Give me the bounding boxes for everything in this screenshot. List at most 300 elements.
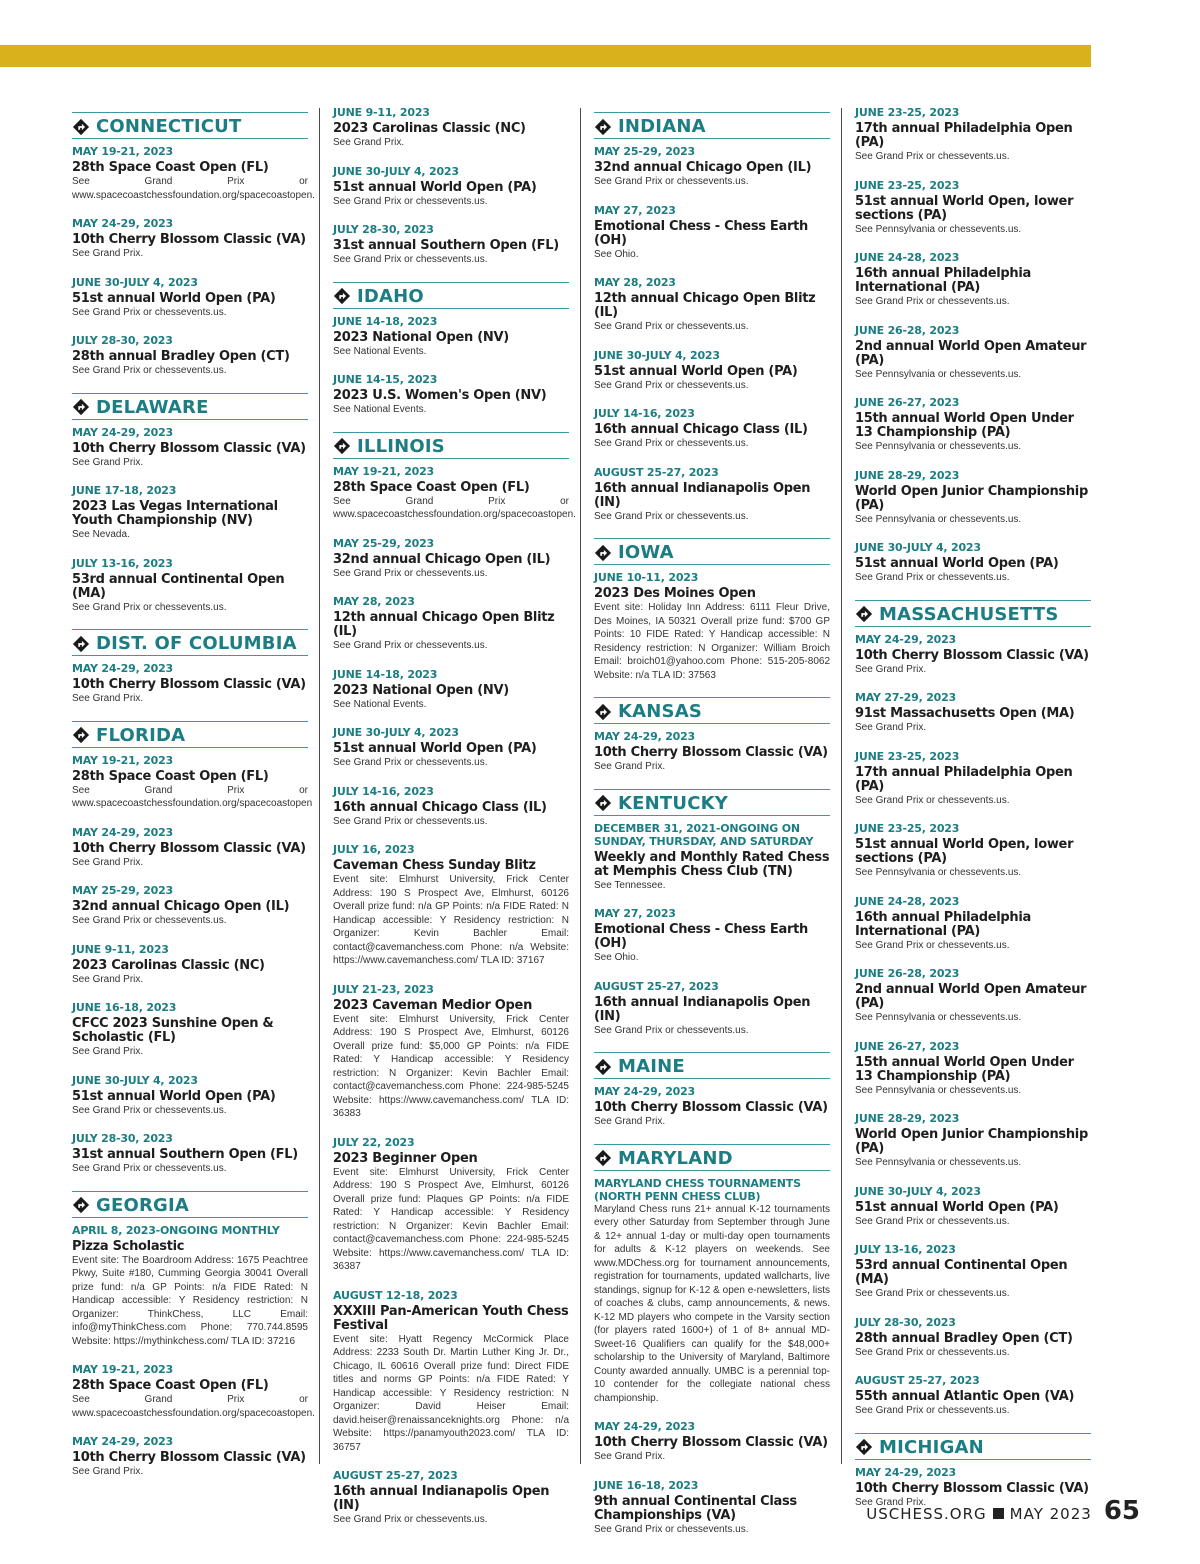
event-title: 2nd annual World Open Amateur (PA) <box>855 982 1087 1011</box>
event-date: JUNE 17-18, 2023 <box>72 484 177 497</box>
event-listing <box>594 907 830 965</box>
diamond-arrow-icon <box>72 726 90 744</box>
event-details: See Grand Prix or www.spacecoastchessfoundation.org/spacecoastopen. <box>72 176 315 201</box>
event-details: See Grand Prix or chessevents.us. <box>855 572 1010 583</box>
event-details: See Grand Prix or chessevents.us. <box>72 915 227 926</box>
event-title: 28th Space Coast Open (FL) <box>72 160 269 175</box>
event-title: 10th Cherry Blossom Classic (VA) <box>72 1450 306 1465</box>
event-date: JUNE 26-27, 2023 <box>855 1039 960 1053</box>
event-listing <box>72 145 315 202</box>
event-listing <box>594 1177 830 1406</box>
event-title: Pizza Scholastic <box>72 1238 185 1254</box>
event-listing <box>855 1040 1091 1098</box>
event-listing <box>855 469 1091 527</box>
event-details: See Grand Prix or chessevents.us. <box>333 254 488 265</box>
event-date: MAY 24-29, 2023 <box>594 730 696 743</box>
event-details: Event site: Elmhurst University, Frick Center Address: 190 S Prospect Ave, Elmhurst, 60126 Overall prize fund: n/a GP Points: n/a FIDE Rated: N Handicap accessible: Y Residency restriction: N Organizer: Kevin Bachler Email: contact@cavemanchess.com Phone: n/a Website: https://www.cavemanchess.com/ TLA ID: 37167 <box>333 874 569 966</box>
event-details: See Grand Prix. <box>72 1466 144 1477</box>
event-listing <box>855 1112 1091 1170</box>
event-date: JULY 13-16, 2023 <box>855 1243 956 1256</box>
event-details: See Grand Prix or chessevents.us. <box>855 296 1010 307</box>
event-title: 16th annual Philadelphia International (PA) <box>855 266 1032 295</box>
event-listing <box>72 276 308 320</box>
event-details: See Grand Prix or chessevents.us. <box>333 640 488 651</box>
event-date: MAY 24-29, 2023 <box>594 1085 696 1098</box>
state-header <box>72 1191 308 1218</box>
column-2 <box>333 106 576 1542</box>
event-date: MAY 19-21, 2023 <box>333 464 435 478</box>
event-details: See Grand Prix. <box>72 1046 144 1057</box>
diamond-arrow-icon <box>72 1196 90 1214</box>
state-name: GEORGIA <box>96 1194 190 1216</box>
event-listing <box>333 537 569 581</box>
event-title: 10th Cherry Blossom Classic (VA) <box>72 840 306 856</box>
state-name: MICHIGAN <box>879 1436 984 1458</box>
event-details: See Grand Prix. <box>855 663 927 675</box>
diamond-arrow-icon <box>72 398 90 416</box>
state-header <box>333 432 569 459</box>
event-date: AUGUST 25-27, 2023 <box>594 979 719 993</box>
event-title: 16th annual Indianapolis Open (IN) <box>333 1484 550 1513</box>
event-listing <box>72 1132 308 1176</box>
event-date: JUNE 16-18, 2023 <box>594 1478 699 1492</box>
event-details: Maryland Chess runs 21+ annual K-12 tournaments every other Saturday from September through June & 12+ annual 1-day or multi-day open tournaments for adults & K-12 players on weekends. See www.MDChess.org for tournament announcements, registration for tournaments, updated wallcharts, live standings, signup for K-12 & open e-newsletters, lists of coaches & clubs, camp announcements, & news. K-12 MD players who compete in the Varsity section (for players rated 1600+) of 1 of 8+ annual MD-Sweet-16 Qualifiers can qualify for the $48,000+ scholarship to the University of Maryland, Baltimore County awarded annually. UMBC is a perennial top-10 contender for the collegiate national chess championship. <box>594 1203 830 1404</box>
event-title: 16th annual Indianapolis Open (IN) <box>594 994 811 1024</box>
event-title: Emotional Chess - Chess Earth (OH) <box>594 922 808 951</box>
event-listing <box>855 1243 1091 1301</box>
column-divider <box>580 108 581 1464</box>
event-listing <box>72 217 308 261</box>
event-listing <box>72 753 313 811</box>
event-details: See Grand Prix. <box>855 722 927 733</box>
event-date: JUNE 30-JULY 4, 2023 <box>855 1184 981 1198</box>
event-listing <box>333 668 569 712</box>
state-header <box>855 600 1091 627</box>
event-listing <box>72 884 308 928</box>
state-header <box>594 538 830 565</box>
event-date: MARYLAND CHESS TOURNAMENTS (NORTH PENN CHESS CLUB) <box>594 1176 801 1203</box>
event-date: MAY 24-29, 2023 <box>594 1420 696 1433</box>
event-date: JULY 28-30, 2023 <box>72 1132 173 1145</box>
event-details: See Grand Prix or www.spacecoastchessfoundation.org/spacecoastopen <box>72 784 313 809</box>
event-title: 53rd annual Continental Open (MA) <box>72 571 285 601</box>
event-details: See Grand Prix. <box>594 1116 666 1127</box>
diamond-arrow-icon <box>855 605 873 623</box>
event-title: 51st annual World Open (PA) <box>72 290 276 306</box>
diamond-arrow-icon <box>72 635 90 653</box>
event-details: See Grand Prix or chessevents.us. <box>855 1288 1010 1299</box>
event-title: 51st annual World Open (PA) <box>594 363 798 379</box>
event-listing <box>333 106 569 150</box>
event-title: 32nd annual Chicago Open (IL) <box>594 160 812 175</box>
event-title: 2023 National Open (NV) <box>333 329 509 345</box>
page-number: 65 <box>1103 1496 1140 1526</box>
state-header <box>72 629 308 656</box>
event-date: MAY 19-21, 2023 <box>72 753 174 767</box>
event-title: Weekly and Monthly Rated Chess at Memphis Chess Club (TN) <box>594 849 830 879</box>
event-listing <box>594 822 830 893</box>
event-listing <box>855 633 1091 677</box>
event-date: JULY 28-30, 2023 <box>72 334 173 347</box>
event-listing <box>594 1085 830 1129</box>
column-1 <box>72 106 315 1494</box>
event-details: See Pennsylvania or chessevents.us. <box>855 867 1022 878</box>
event-details: See Grand Prix or chessevents.us. <box>855 1405 1010 1416</box>
event-details: Event site: Holiday Inn Address: 6111 Fleur Drive, Des Moines, IA 50321 Overall prize fund: $700 GP Points: 10 FIDE Rated: Y Handicap accessible: N Residency restriction: N Organizer: William Broich Email: broich01@yahoo.com Phone: 515-205-8062 Website: n/a TLA ID: 37563 <box>594 602 830 681</box>
event-details: See Grand Prix or chessevents.us. <box>333 1514 488 1525</box>
event-date: JULY 21-23, 2023 <box>333 982 434 996</box>
event-title: 2023 U.S. Women's Open (NV) <box>333 388 547 403</box>
event-listing <box>855 750 1091 808</box>
event-details: See Grand Prix or chessevents.us. <box>72 1163 227 1174</box>
event-date: JUNE 9-11, 2023 <box>333 106 430 119</box>
event-date: MAY 24-29, 2023 <box>72 825 174 839</box>
event-date: MAY 28, 2023 <box>333 595 415 608</box>
event-listing <box>855 822 1091 880</box>
event-title: 10th Cherry Blossom Classic (VA) <box>594 1435 828 1450</box>
event-date: MAY 25-29, 2023 <box>333 536 435 550</box>
event-listing <box>333 165 569 209</box>
diamond-arrow-icon <box>594 794 612 812</box>
event-details: Event site: Hyatt Regency McCormick Place Address: 2233 South Dr. Martin Luther King Jr. Dr., Chicago, IL 60616 Overall prize fund: Direct FIDE titles and norms GP Points: n/a FIDE Rated: Y Handicap accessible: Y Residency restriction: N Organizer: David Heiser Email: david.heiser@renaissanceknights.org Phone: n/a Website: https://panamyouth2023.com/ TLA ID: 36757 <box>333 1333 569 1453</box>
event-title: 2023 Caveman Medior Open <box>333 997 533 1013</box>
event-listing <box>594 407 830 451</box>
event-date: JUNE 26-28, 2023 <box>855 967 960 980</box>
event-title: 91st Massachusetts Open (MA) <box>855 706 1075 721</box>
event-title: 51st annual World Open (PA) <box>855 556 1059 571</box>
state-name: INDIANA <box>618 116 706 137</box>
event-listing <box>72 426 308 470</box>
event-details: See Grand Prix. <box>72 856 144 868</box>
state-header <box>594 1052 830 1079</box>
event-title: 10th Cherry Blossom Classic (VA) <box>855 647 1089 663</box>
event-details: See Grand Prix. <box>72 248 144 259</box>
event-date: MAY 24-29, 2023 <box>72 662 174 675</box>
event-title: 2023 Carolinas Classic (NC) <box>333 121 526 136</box>
event-listing <box>855 1185 1091 1229</box>
event-title: 16th annual Philadelphia International (PA) <box>855 909 1032 939</box>
event-title: 10th Cherry Blossom Classic (VA) <box>72 440 306 456</box>
event-date: JUNE 30-JULY 4, 2023 <box>72 1073 198 1087</box>
event-date: AUGUST 25-27, 2023 <box>594 465 719 479</box>
event-date: JULY 14-16, 2023 <box>333 784 434 798</box>
event-date: MAY 27, 2023 <box>594 203 676 217</box>
event-title: 28th annual Bradley Open (CT) <box>72 349 290 364</box>
event-title: 15th annual World Open Under 13 Championship (PA) <box>855 1054 1074 1084</box>
event-title: 51st annual World Open (PA) <box>333 179 537 195</box>
event-title: 12th annual Chicago Open Blitz (IL) <box>333 610 555 639</box>
event-details: Event site: Elmhurst University, Frick Center Address: 190 S Prospect Ave, Elmhurst, 60126 Overall prize fund: $5,000 GP Points: n/a FIDE Rated: Y Handicap accessible: Y Residency restriction: N Organizer: Kevin Bachler Email: contact@cavemanchess.com Phone: 224-985-5245 Website: https://www.cavemanchess.com/ TLA ID: 36383 <box>333 1013 569 1119</box>
diamond-arrow-icon <box>594 544 612 562</box>
event-date: APRIL 8, 2023-ONGOING MONTHLY <box>72 1223 280 1237</box>
state-name: FLORIDA <box>96 724 186 746</box>
event-listing <box>594 571 830 682</box>
event-title: 51st annual World Open (PA) <box>72 1088 276 1104</box>
event-title: 28th annual Bradley Open (CT) <box>855 1330 1073 1346</box>
event-details: See Grand Prix or www.spacecoastchessfoundation.org/spacecoastopen. <box>72 1394 315 1419</box>
event-listing <box>72 1363 315 1420</box>
event-listing <box>333 223 569 267</box>
column-divider <box>841 108 842 1464</box>
state-header <box>72 393 308 420</box>
event-date: JULY 13-16, 2023 <box>72 556 173 570</box>
event-date: MAY 25-29, 2023 <box>72 884 174 897</box>
event-details: See Grand Prix or chessevents.us. <box>72 601 227 613</box>
event-date: JULY 22, 2023 <box>333 1135 415 1149</box>
state-name: DIST. OF COLUMBIA <box>96 633 297 654</box>
event-listing <box>594 145 830 189</box>
state-name: KENTUCKY <box>618 792 728 814</box>
footer-site: USCHESS.ORG <box>866 1505 987 1523</box>
footer-issue: MAY 2023 <box>1009 1505 1092 1523</box>
event-details: See Tennessee. <box>594 879 666 891</box>
event-title: 2023 Carolinas Classic (NC) <box>72 957 265 973</box>
event-listing <box>72 826 308 870</box>
event-details: See Grand Prix or chessevents.us. <box>72 1104 227 1116</box>
event-details: See National Events. <box>333 345 427 357</box>
state-name: IOWA <box>618 542 674 563</box>
event-date: JUNE 28-29, 2023 <box>855 468 960 482</box>
event-details: See Grand Prix. <box>72 693 144 704</box>
event-listing <box>333 373 569 417</box>
event-listing <box>855 396 1091 454</box>
event-details: Event site: Elmhurst University, Frick Center Address: 190 S Prospect Ave, Elmhurst, 60126 Overall prize fund: Plaques GP Points: n/a FIDE Rated: Y Handicap accessible: Y Residency restriction: N Organizer: Kevin Bachler Email: contact@cavemanchess.com Phone: 224-985-5245 Website: https://www.cavemanchess.com/ TLA ID: 36387 <box>333 1166 569 1272</box>
event-title: 2023 National Open (NV) <box>333 682 509 698</box>
event-date: JUNE 10-11, 2023 <box>594 571 699 584</box>
event-details: See Grand Prix or chessevents.us. <box>594 321 749 332</box>
event-listing <box>333 726 569 770</box>
event-listing <box>855 967 1091 1025</box>
state-header <box>333 282 569 309</box>
event-details: See Grand Prix or chessevents.us. <box>594 379 749 391</box>
event-details: See Pennsylvania or chessevents.us. <box>855 368 1022 380</box>
event-details: See Grand Prix or chessevents.us. <box>333 567 488 579</box>
event-listing <box>72 1224 308 1349</box>
event-listing <box>72 1001 308 1059</box>
event-title: 31st annual Southern Open (FL) <box>333 238 559 253</box>
event-details: See Pennsylvania or chessevents.us. <box>855 1157 1022 1168</box>
event-title: 2023 Beginner Open <box>333 1150 478 1166</box>
event-details: See Grand Prix or chessevents.us. <box>333 195 488 207</box>
event-date: JULY 14-16, 2023 <box>594 407 695 420</box>
event-details: See Grand Prix or chessevents.us. <box>333 815 488 827</box>
event-title: 10th Cherry Blossom Classic (VA) <box>855 1480 1089 1496</box>
event-details: Event site: The Boardroom Address: 1675 Peachtree Pkwy, Suite #180, Cumming Georgia 30041 Overall prize fund: n/a GP Points: n/a FIDE Rated: N Handicap accessible: Y Residency restriction: N Organizer: ThinkChess, LLC Email: info@myThinkChess.com Phone: 770.744.8595 Website: https://mythinkchess.com/ TLA ID: 37216 <box>72 1254 308 1347</box>
event-date: JUNE 26-28, 2023 <box>855 323 960 337</box>
event-details: See Grand Prix. <box>855 1496 927 1508</box>
event-date: AUGUST 25-27, 2023 <box>855 1374 980 1387</box>
top-accent-bar <box>0 45 1091 67</box>
event-details: See Grand Prix or chessevents.us. <box>594 1523 749 1535</box>
event-listing <box>72 943 308 987</box>
event-listing <box>594 1420 830 1464</box>
event-title: XXXIII Pan-American Youth Chess Festival <box>333 1303 569 1333</box>
event-date: MAY 24-29, 2023 <box>72 1435 174 1448</box>
event-details: See Grand Prix or chessevents.us. <box>855 939 1010 951</box>
event-title: Emotional Chess - Chess Earth (OH) <box>594 218 808 248</box>
event-date: MAY 24-29, 2023 <box>855 1465 957 1479</box>
event-listing <box>72 334 308 378</box>
event-title: 16th annual Indianapolis Open (IN) <box>594 480 811 510</box>
event-listing <box>72 557 308 615</box>
event-title: Caveman Chess Sunday Blitz <box>333 858 536 873</box>
diamond-arrow-icon <box>333 437 351 455</box>
diamond-arrow-icon <box>333 287 351 305</box>
event-title: 32nd annual Chicago Open (IL) <box>72 899 290 914</box>
event-listing <box>594 730 830 774</box>
event-date: MAY 19-21, 2023 <box>72 145 174 158</box>
diamond-arrow-icon <box>594 1058 612 1076</box>
state-name: MASSACHUSETTS <box>879 603 1059 625</box>
event-title: 10th Cherry Blossom Classic (VA) <box>594 1100 828 1115</box>
event-details: See Grand Prix or chessevents.us. <box>855 1346 1010 1358</box>
event-listing <box>594 1479 830 1537</box>
event-date: JUNE 14-18, 2023 <box>333 667 438 681</box>
event-listing <box>333 595 569 653</box>
diamond-arrow-icon <box>594 118 612 136</box>
event-details: See Grand Prix. <box>594 761 666 772</box>
event-details: See Grand Prix or chessevents.us. <box>72 306 227 318</box>
event-details: See Grand Prix or chessevents.us. <box>594 176 749 187</box>
event-listing <box>855 691 1091 735</box>
event-date: JUNE 23-25, 2023 <box>855 822 960 835</box>
state-header <box>855 1433 1091 1460</box>
event-listing <box>855 895 1091 953</box>
event-title: 16th annual Chicago Class (IL) <box>594 422 808 437</box>
event-details: See Grand Prix or chessevents.us. <box>594 1024 749 1036</box>
diamond-arrow-icon <box>594 703 612 721</box>
event-listing <box>72 662 308 706</box>
event-listing <box>594 980 830 1038</box>
event-date: MAY 28, 2023 <box>594 276 676 289</box>
event-details: See Grand Prix or chessevents.us. <box>594 510 749 522</box>
event-listing <box>333 1136 569 1274</box>
event-date: JUNE 30-JULY 4, 2023 <box>333 164 459 178</box>
event-details: See Grand Prix or chessevents.us. <box>72 365 227 376</box>
event-listing <box>855 106 1091 164</box>
event-date: JUNE 23-25, 2023 <box>855 178 960 192</box>
event-details: See Grand Prix or chessevents.us. <box>855 1215 1010 1227</box>
state-name: IDAHO <box>357 285 424 307</box>
event-listing <box>855 541 1091 585</box>
page-footer <box>866 1496 1140 1526</box>
event-date: JUNE 30-JULY 4, 2023 <box>72 275 198 289</box>
state-name: MARYLAND <box>618 1147 733 1169</box>
event-title: 51st annual World Open (PA) <box>333 741 537 756</box>
event-listing <box>594 466 830 524</box>
state-header <box>594 697 830 724</box>
event-title: World Open Junior Championship (PA) <box>855 483 1088 513</box>
event-listing <box>333 464 576 522</box>
event-details: See Grand Prix or chessevents.us. <box>594 438 749 449</box>
column-divider <box>319 108 320 1464</box>
event-date: JUNE 16-18, 2023 <box>72 1001 177 1014</box>
event-title: 10th Cherry Blossom Classic (VA) <box>72 677 306 692</box>
event-details: See Ohio. <box>594 952 639 963</box>
event-title: CFCC 2023 Sunshine Open & Scholastic (FL) <box>72 1016 274 1045</box>
state-name: DELAWARE <box>96 396 209 418</box>
event-date: JUNE 9-11, 2023 <box>72 942 169 956</box>
event-date: JUNE 30-JULY 4, 2023 <box>855 541 981 554</box>
event-title: 17th annual Philadelphia Open (PA) <box>855 121 1073 150</box>
event-details: See Grand Prix or chessevents.us. <box>855 151 1010 162</box>
event-details: See Pennsylvania or chessevents.us. <box>855 1012 1022 1023</box>
event-title: 15th annual World Open Under 13 Championship (PA) <box>855 411 1074 440</box>
event-title: 9th annual Continental Class Championships (VA) <box>594 1493 797 1523</box>
event-date: JUNE 14-15, 2023 <box>333 373 438 386</box>
event-details: See National Events. <box>333 404 427 415</box>
event-date: MAY 27-29, 2023 <box>855 691 957 704</box>
event-date: AUGUST 25-27, 2023 <box>333 1469 458 1482</box>
column-3 <box>594 106 830 1551</box>
event-details: See Pennsylvania or chessevents.us. <box>855 441 1022 452</box>
event-title: 31st annual Southern Open (FL) <box>72 1147 298 1162</box>
event-date: JUNE 26-27, 2023 <box>855 396 960 409</box>
event-listing <box>594 276 830 334</box>
event-title: 53rd annual Continental Open (MA) <box>855 1258 1068 1287</box>
event-listing <box>333 843 569 968</box>
event-title: 51st annual World Open (PA) <box>855 1199 1059 1215</box>
event-listing <box>333 785 569 829</box>
event-date: MAY 24-29, 2023 <box>72 425 174 439</box>
event-title: 12th annual Chicago Open Blitz (IL) <box>594 291 816 320</box>
state-header <box>594 789 830 816</box>
state-name: CONNECTICUT <box>96 116 242 137</box>
event-details: See National Events. <box>333 698 427 710</box>
event-listing <box>333 1469 569 1527</box>
event-title: 10th Cherry Blossom Classic (VA) <box>594 745 828 760</box>
state-header <box>594 1144 830 1171</box>
state-name: KANSAS <box>618 701 703 722</box>
event-listing <box>594 349 830 393</box>
event-date: JUNE 30-JULY 4, 2023 <box>594 348 720 362</box>
event-listing <box>72 1435 308 1479</box>
column-4 <box>855 106 1091 1524</box>
state-header <box>72 721 308 748</box>
event-details: See Grand Prix or chessevents.us. <box>855 794 1010 806</box>
event-date: MAY 27, 2023 <box>594 907 676 920</box>
event-title: 32nd annual Chicago Open (IL) <box>333 551 551 567</box>
event-date: JUNE 23-25, 2023 <box>855 749 960 763</box>
event-date: JUNE 23-25, 2023 <box>855 106 960 119</box>
event-listing <box>855 179 1091 237</box>
event-listing <box>594 204 830 262</box>
diamond-arrow-icon <box>855 1438 873 1456</box>
event-listing <box>72 484 308 542</box>
event-date: JUNE 24-28, 2023 <box>855 251 960 264</box>
event-date: JUNE 24-28, 2023 <box>855 894 960 908</box>
event-date: AUGUST 12-18, 2023 <box>333 1288 458 1302</box>
event-title: 28th Space Coast Open (FL) <box>72 768 269 784</box>
event-title: 51st annual World Open, lower sections (PA) <box>855 837 1074 866</box>
event-details: See Grand Prix or chessevents.us. <box>333 757 488 768</box>
event-date: JUNE 14-18, 2023 <box>333 314 438 328</box>
state-name: MAINE <box>618 1056 685 1077</box>
event-details: See Pennsylvania or chessevents.us. <box>855 513 1022 525</box>
event-title: 10th Cherry Blossom Classic (VA) <box>72 232 306 247</box>
event-listing <box>333 1289 569 1455</box>
event-date: JUNE 30-JULY 4, 2023 <box>333 726 459 739</box>
event-date: MAY 24-29, 2023 <box>72 217 174 230</box>
state-name: ILLINOIS <box>357 435 445 457</box>
state-header <box>594 112 830 139</box>
event-title: 28th Space Coast Open (FL) <box>72 1378 269 1393</box>
event-date: JULY 16, 2023 <box>333 843 415 856</box>
event-title: 2023 Las Vegas International Youth Championship (NV) <box>72 499 278 528</box>
event-date: MAY 24-29, 2023 <box>855 632 957 646</box>
event-listing <box>855 251 1091 309</box>
event-details: See Grand Prix. <box>594 1451 666 1462</box>
